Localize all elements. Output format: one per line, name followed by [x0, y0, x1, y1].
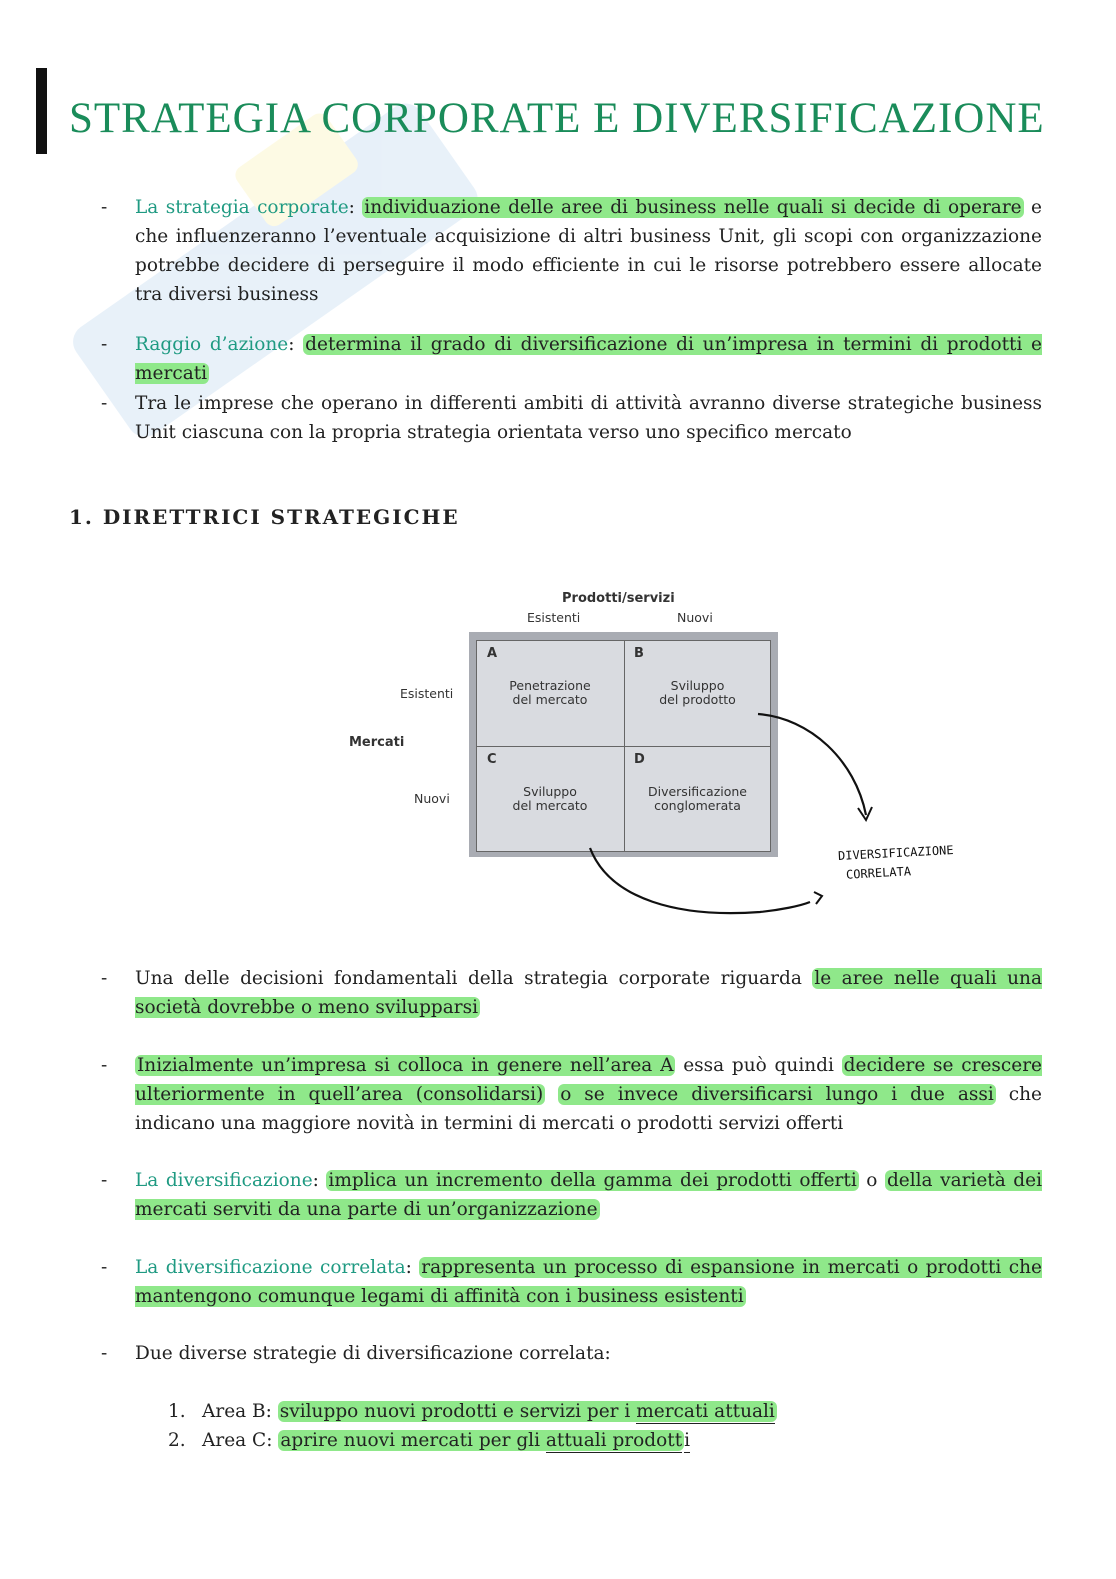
cell-d-label: Diversificazione conglomerata: [647, 784, 747, 813]
section-heading: 1. DIRETTRICI STRATEGICHE: [69, 505, 460, 529]
list-item: 1. Area B: sviluppo nuovi prodotti e servizi per i mercati attuali: [168, 1401, 775, 1422]
cell-c-letter: C: [487, 752, 497, 767]
cell-a-letter: A: [487, 646, 498, 661]
highlight: individuazione delle aree di business nelle quali si decide di operare: [364, 197, 1022, 218]
cell-b-letter: B: [634, 646, 644, 661]
bullet-text: Tra le imprese che operano in differenti ambiti di attività avranno diverse strategiche business Unit ciascuna con la propria strategia orientata verso uno specifico mercato: [135, 393, 1042, 443]
cell-b-label: Sviluppo del prodotto: [659, 678, 736, 707]
highlight: decidere se crescere ulteriormente in quell’area (consolidarsi): [135, 1055, 1042, 1105]
highlight: implica un incremento della gamma dei prodotti offerti: [328, 1170, 857, 1191]
handwritten-label-1: DIVERSIFICAZIONE: [837, 842, 954, 864]
arrow-c-head: [814, 892, 822, 904]
diagram-top-title: Prodotti/servizi: [562, 591, 675, 606]
highlight: Inizialmente un’impresa si colloca in genere nell’area A: [137, 1055, 674, 1076]
term: La strategia corporate: [135, 197, 349, 218]
row-label-existing: Esistenti: [400, 686, 454, 701]
bullet-text: Due diverse strategie di diversificazione correlata:: [135, 1343, 611, 1364]
term: La diversificazione correlata: [135, 1257, 406, 1278]
handwritten-label-2: CORRELATA: [845, 864, 912, 882]
highlight: o se invece diversificarsi lungo i due assi: [560, 1084, 994, 1105]
numbered-list: [168, 1397, 777, 1455]
cell-d-letter: D: [634, 752, 645, 767]
highlight: determina il grado di diversificazione di un’impresa in termini di prodotti e mercati: [135, 334, 1043, 384]
term: La diversificazione: [135, 1170, 313, 1191]
row-axis-label: Mercati: [349, 735, 405, 750]
col-label-new: Nuovi: [677, 610, 713, 625]
col-label-existing: Esistenti: [527, 610, 581, 625]
list-item: 2. Area C: aprire nuovi mercati per gli attuali prodott i: [168, 1430, 691, 1451]
highlight: della varietà dei mercati serviti da una parte di un’organizzazione: [135, 1170, 1042, 1220]
arrow-c-curve: [590, 848, 810, 913]
row-label-new: Nuovi: [414, 791, 450, 806]
highlight: le aree nelle quali una società dovrebbe o meno svilupparsi: [135, 968, 1042, 1018]
highlight: aprire nuovi mercati per gli attuali prodott: [280, 1430, 683, 1451]
highlight: sviluppo nuovi prodotti e servizi per i mercati attuali: [279, 1401, 775, 1422]
cell-a-label: Penetrazione del mercato: [509, 678, 591, 707]
page-title: STRATEGIA CORPORATE E DIVERSIFICAZIONE: [69, 95, 1045, 142]
cell-c-label: Sviluppo del mercato: [512, 784, 588, 813]
term: Raggio d’azione: [135, 334, 289, 355]
highlight: rappresenta un processo di espansione in mercati o prodotti che mantengono comunque legami di affinità con i business esistenti: [135, 1257, 1042, 1307]
bullet-dash: -: [101, 197, 108, 218]
arrow-b-curve: [758, 714, 866, 815]
